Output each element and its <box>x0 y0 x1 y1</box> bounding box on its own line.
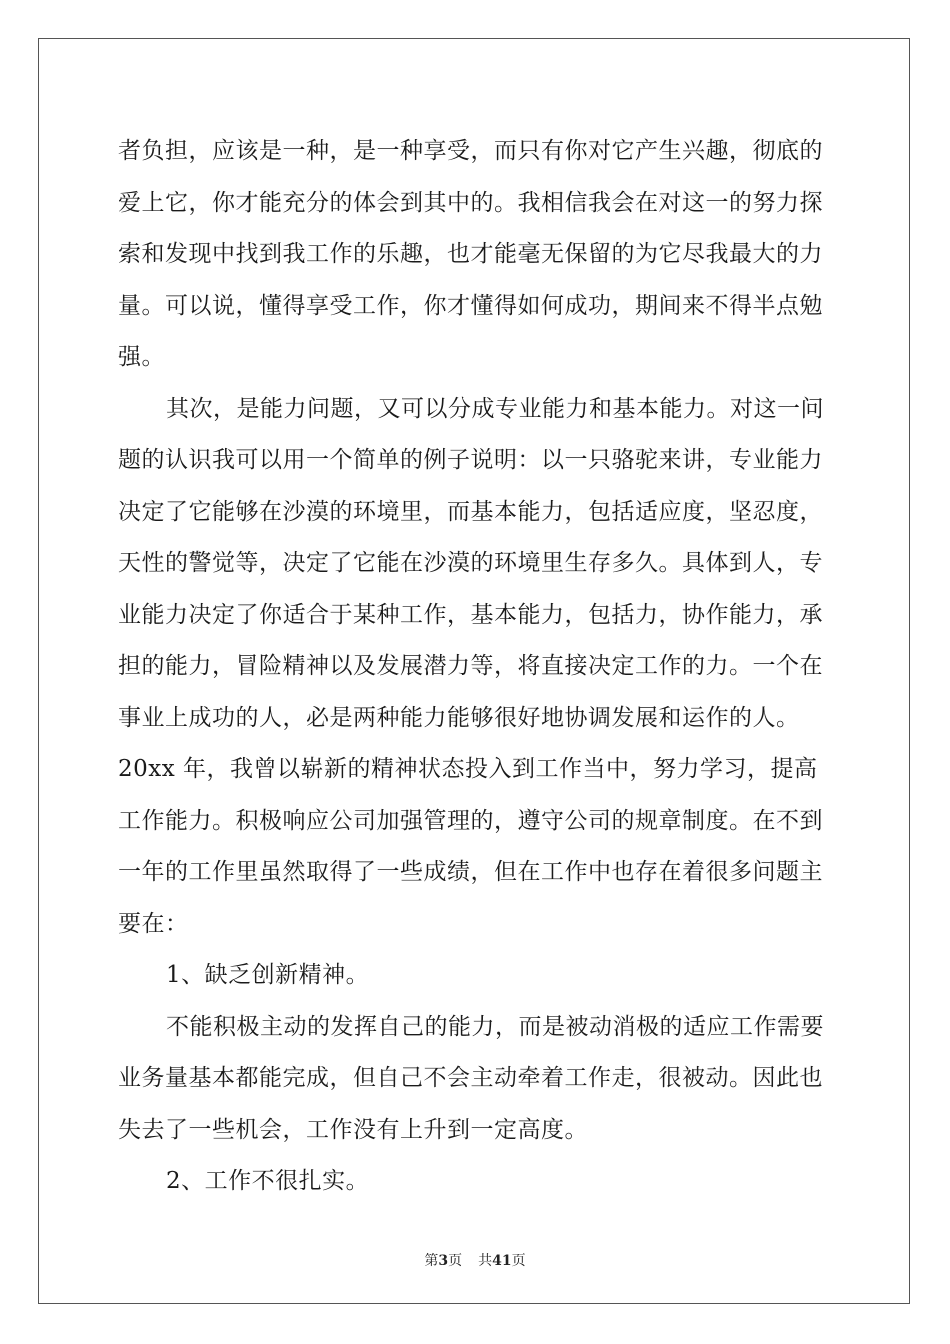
text-line: 题的认识我可以用一个简单的例子说明：以一只骆驼来讲，专业能力 <box>118 447 823 473</box>
footer-page-prefix: 第 <box>424 1253 439 1269</box>
text-line: 2、工作不很扎实。 <box>166 1168 370 1194</box>
text-line: 其次，是能力问题，又可以分成专业能力和基本能力。对这一问 <box>166 395 824 422</box>
text-line: 决定了它能够在沙漠的环境里，而基本能力，包括适应度，坚忍度， <box>118 498 823 525</box>
footer-total-prefix: 共 <box>478 1253 493 1269</box>
footer-total-suffix: 页 <box>511 1253 526 1269</box>
text-line: 事业上成功的人，必是两种能力能够很好地协调发展和运作的人。 <box>118 704 800 731</box>
footer-page-suffix: 页 <box>448 1253 463 1269</box>
text-line: 要在： <box>118 910 189 937</box>
text-line: 业能力决定了你适合于某种工作，基本能力，包括力，协作能力，承 <box>118 601 823 628</box>
text-line: 爱上它，你才能充分的体会到其中的。我相信我会在对这一的努力探 <box>118 189 823 216</box>
text-line: 一年的工作里虽然取得了一些成绩，但在工作中也存在着很多问题主 <box>118 859 823 885</box>
text-line: 量。可以说，懂得享受工作，你才懂得如何成功，期间来不得半点勉 <box>118 292 823 319</box>
text-line: 强。 <box>118 344 165 370</box>
footer-page-number: 3 <box>438 1253 449 1269</box>
text-line: 索和发现中找到我工作的乐趣，也才能毫无保留的为它尽我最大的力 <box>118 241 823 267</box>
text-line: 失去了一些机会，工作没有上升到一定高度。 <box>118 1116 588 1143</box>
text-line: 天性的警觉等，决定了它能在沙漠的环境里生存多久。具体到人，专 <box>118 550 823 576</box>
text-line: 担的能力，冒险精神以及发展潜力等，将直接决定工作的力。一个在 <box>118 653 823 679</box>
text-line: 工作能力。积极响应公司加强管理的，遵守公司的规章制度。在不到 <box>118 807 823 834</box>
text-line: 者负担，应该是一种，是一种享受，而只有你对它产生兴趣，彻底的 <box>118 138 823 164</box>
text-line: 20xx 年，我曾以崭新的精神状态投入到工作当中，努力学习，提高 <box>118 756 818 782</box>
footer-total-pages: 41 <box>492 1253 512 1269</box>
text-line: 不能积极主动的发挥自己的能力，而是被动消极的适应工作需要 <box>166 1013 824 1040</box>
page-footer <box>0 1250 950 1270</box>
text-line: 1、缺乏创新精神。 <box>166 962 370 988</box>
text-line: 业务量基本都能完成，但自己不会主动牵着工作走，很被动。因此也 <box>118 1065 823 1091</box>
document-body <box>118 126 838 1208</box>
